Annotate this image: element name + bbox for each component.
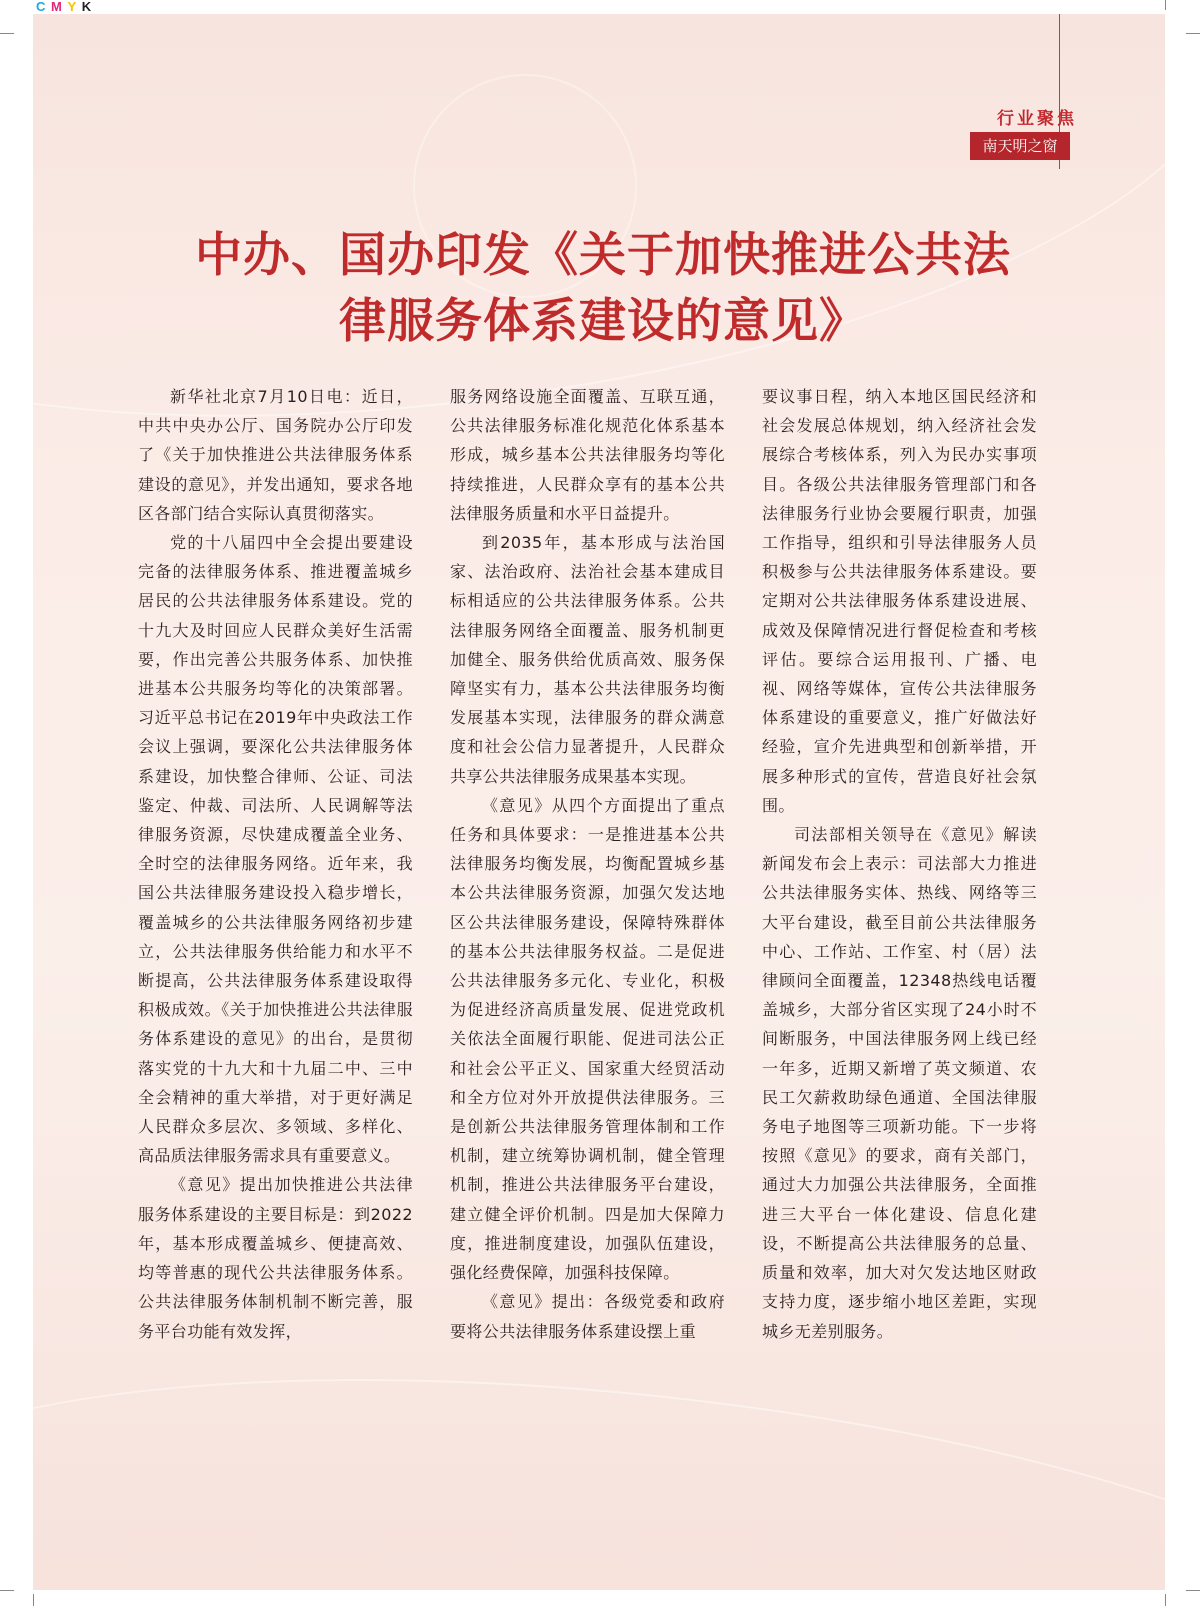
yellow-mark: Y: [67, 0, 78, 14]
paragraph: 《意见》提出加快推进公共法律服务体系建设的主要目标是：到2022年，基本形成覆盖城乡、便捷高效、均等普惠的现代公共法律服务体系。公共法律服务体制机制不断完善，服务平台功能有效发挥，: [138, 1175, 413, 1341]
crop-mark: [1165, 0, 1166, 10]
article-title-line-1: 中办、国办印发《关于加快推进公共法: [195, 228, 1011, 283]
crop-mark: [1186, 33, 1200, 34]
cmyk-print-marks: [36, 0, 92, 14]
cyan-mark: C: [36, 0, 47, 14]
paragraph: 《意见》提出：各级党委和政府要将公共法律服务体系建设摆上重: [450, 1292, 725, 1341]
column-tag: 南天明之窗: [970, 132, 1070, 160]
crop-mark: [1186, 1590, 1200, 1591]
paragraph: 新华社北京7月10日电：近日，中共中央办公厅、国务院办公厅印发了《关于加快推进公共法律服务体系建设的意见》，并发出通知，要求各地区各部门结合实际认真贯彻落实。: [138, 387, 413, 523]
crop-mark: [1165, 1594, 1166, 1606]
magazine-page: [33, 14, 1165, 1590]
crop-mark: [33, 1594, 34, 1606]
article-title-line-2: 律服务体系建设的意见》: [339, 294, 867, 349]
crop-mark: [0, 33, 14, 34]
paragraph: 要议事日程，纳入本地区国民经济和社会发展总体规划，纳入经济社会发展综合考核体系，列入为民办实事项目。各级公共法律服务管理部门和各法律服务行业协会要履行职责，加强工作指导，组织和引导法律服务人员积极参与公共法律服务体系建设。要定期对公共法律服务体系建设进展、成效及保障情况进行督促检查和考核评估。要综合运用报刊、广播、电视、网络等媒体，宣传公共法律服务体系建设的重要意义，推广好做法好经验，宣介先进典型和创新举措，开展多种形式的宣传，营造良好社会氛围。: [762, 387, 1037, 815]
black-mark: K: [81, 0, 93, 14]
background-swoosh: [33, 1311, 1165, 1590]
paragraph: 党的十八届四中全会提出要建设完备的法律服务体系、推进覆盖城乡居民的公共法律服务体系建设。党的十九大及时回应人民群众美好生活需要，作出完善公共服务体系、加快推进基本公共服务均等化的决策部署。习近平总书记在2019年中央政法工作会议上强调，要深化公共法律服务体系建设，加快整合律师、公证、司法鉴定、仲裁、司法所、人民调解等法律服务资源，尽快建成覆盖全业务、全时空的法律服务网络。近年来，我国公共法律服务建设投入稳步增长，覆盖城乡的公共法律服务网络初步建立，公共法律服务供给能力和水平不断提高，公共法律服务体系建设取得积极成效。《关于加快推进公共法律服务体系建设的意见》的出台，是贯彻落实党的十九大和十九届二中、三中全会精神的重大举措，对于更好满足人民群众多层次、多领域、多样化、高品质法律服务需求具有重要意义。: [138, 533, 413, 1166]
paragraph: 服务网络设施全面覆盖、互联互通，公共法律服务标准化规范化体系基本形成，城乡基本公共法律服务均等化持续推进，人民群众享有的基本公共法律服务质量和水平日益提升。: [450, 387, 725, 523]
magenta-mark: M: [51, 0, 63, 14]
paragraph: 司法部相关领导在《意见》解读新闻发布会上表示：司法部大力推进公共法律服务实体、热线、网络等三大平台建设，截至目前公共法律服务中心、工作站、工作室、村（居）法律顾问全面覆盖，12348热线电话覆盖城乡，大部分省区实现了24小时不间断服务，中国法律服务网上线已经一年多，近期又新增了英文频道、农民工欠薪救助绿色通道、全国法律服务电子地图等三项新功能。下一步将按照《意见》的要求，商有关部门，通过大力加强公共法律服务，全面推进三大平台一体化建设、信息化建设，不断提高公共法律服务的总量、质量和效率，加大对欠发达地区财政支持力度，逐步缩小地区差距，实现城乡无差别服务。: [762, 825, 1037, 1341]
text-column-2: [450, 382, 725, 1346]
text-column-1: [138, 382, 413, 1346]
crop-mark: [0, 1590, 14, 1591]
section-label: 行业聚焦: [997, 109, 1077, 129]
paragraph: 《意见》从四个方面提出了重点任务和具体要求：一是推进基本公共法律服务均衡发展，均衡配置城乡基本公共法律服务资源，加强欠发达地区公共法律服务建设，保障特殊群体的基本公共法律服务权益。二是促进公共法律服务多元化、专业化，积极为促进经济高质量发展、促进党政机关依法全面履行职能、促进司法公正和社会公平正义、国家重大经贸活动和全方位对外开放提供法律服务。三是创新公共法律服务管理体制和工作机制，建立统筹协调机制，健全管理机制，推进公共法律服务平台建设，建立健全评价机制。四是加大保障力度，推进制度建设，加强队伍建设，强化经费保障，加强科技保障。: [450, 795, 725, 1283]
paragraph: 到2035年，基本形成与法治国家、法治政府、法治社会基本建成目标相适应的公共法律服务体系。公共法律服务网络全面覆盖、服务机制更加健全、服务供给优质高效、服务保障坚实有力，基本公共法律服务均衡发展基本实现，法律服务的群众满意度和社会公信力显著提升，人民群众共享公共法律服务成果基本实现。: [450, 533, 725, 786]
text-column-3: [762, 382, 1037, 1346]
